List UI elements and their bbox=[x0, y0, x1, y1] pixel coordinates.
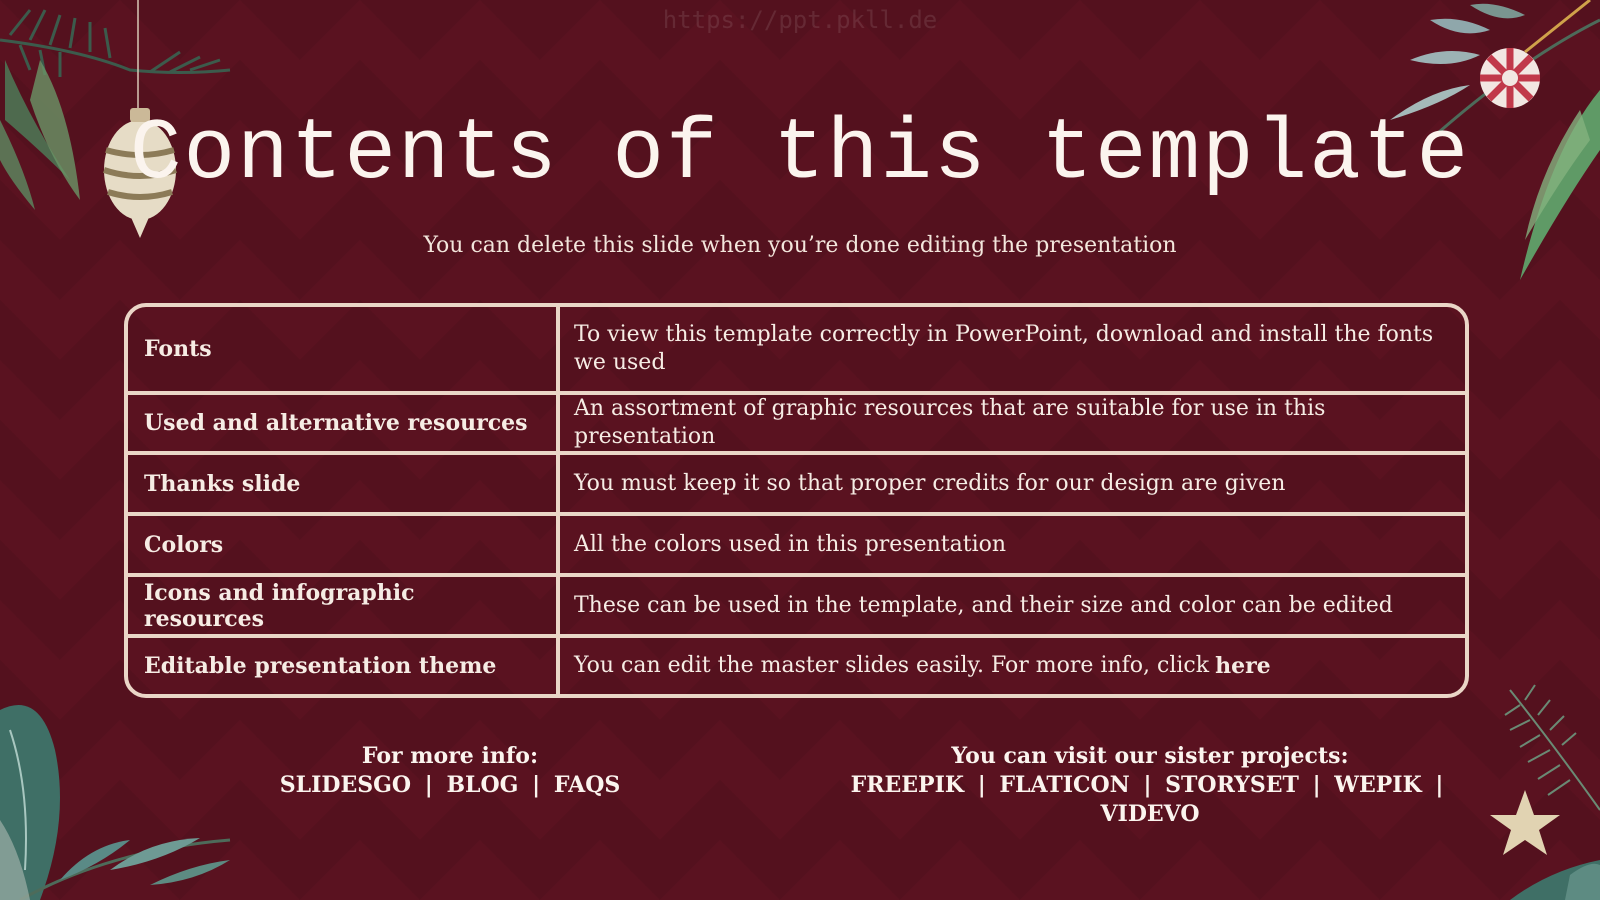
blog-link[interactable]: BLOG bbox=[446, 772, 519, 798]
more-info-footer bbox=[250, 742, 650, 800]
wepik-link[interactable]: WEPIK bbox=[1334, 772, 1422, 798]
table-row bbox=[128, 307, 1465, 395]
row-description-text: You can edit the master slides easily. For more info, click bbox=[574, 653, 1210, 678]
row-description: You must keep it so that proper credits for our design are given bbox=[574, 470, 1286, 496]
table-row bbox=[128, 638, 1465, 694]
row-label: Fonts bbox=[128, 307, 560, 391]
table-row bbox=[128, 577, 1465, 638]
row-label: Editable presentation theme bbox=[128, 638, 560, 694]
flaticon-link[interactable]: FLATICON bbox=[999, 772, 1130, 798]
storyset-link[interactable]: STORYSET bbox=[1165, 772, 1299, 798]
watermark-text: https://ppt.pkll.de bbox=[662, 6, 938, 34]
freepik-link[interactable]: FREEPIK bbox=[850, 772, 965, 798]
row-description bbox=[560, 638, 1465, 694]
row-description: All the colors used in this presentation bbox=[574, 531, 1007, 557]
sister-projects-heading: You can visit our sister projects: bbox=[951, 743, 1349, 769]
here-link[interactable]: here bbox=[1215, 653, 1271, 679]
link-separator: | bbox=[1312, 772, 1321, 798]
link-separator: | bbox=[1435, 772, 1444, 798]
row-label: Thanks slide bbox=[128, 455, 560, 512]
link-separator: | bbox=[424, 772, 433, 798]
slide-subtitle: You can delete this slide when you’re done editing the presentation bbox=[423, 233, 1177, 258]
row-description: To view this template correctly in PowerPoint, download and install the fonts we used bbox=[574, 322, 1434, 375]
row-label: Colors bbox=[128, 516, 560, 573]
row-description: These can be used in the template, and their size and color can be edited bbox=[574, 592, 1393, 618]
slidesgo-link[interactable]: SLIDESGO bbox=[279, 772, 412, 798]
table-row bbox=[128, 395, 1465, 455]
link-separator: | bbox=[977, 772, 986, 798]
videvo-link[interactable]: VIDEVO bbox=[1100, 801, 1200, 827]
row-description: An assortment of graphic resources that are suitable for use in this presentation bbox=[574, 396, 1326, 449]
more-info-heading: For more info: bbox=[361, 743, 539, 769]
link-separator: | bbox=[532, 772, 541, 798]
row-label: Icons and infographic resources bbox=[128, 577, 560, 634]
holly-leaf-icon bbox=[0, 670, 240, 900]
slide-title: Contents of this template bbox=[129, 105, 1471, 203]
table-row bbox=[128, 455, 1465, 516]
sister-projects-footer bbox=[800, 742, 1500, 829]
row-label: Used and alternative resources bbox=[128, 395, 560, 451]
table-row bbox=[128, 516, 1465, 577]
contents-table bbox=[124, 303, 1469, 698]
link-separator: | bbox=[1143, 772, 1152, 798]
faqs-link[interactable]: FAQS bbox=[553, 772, 621, 798]
